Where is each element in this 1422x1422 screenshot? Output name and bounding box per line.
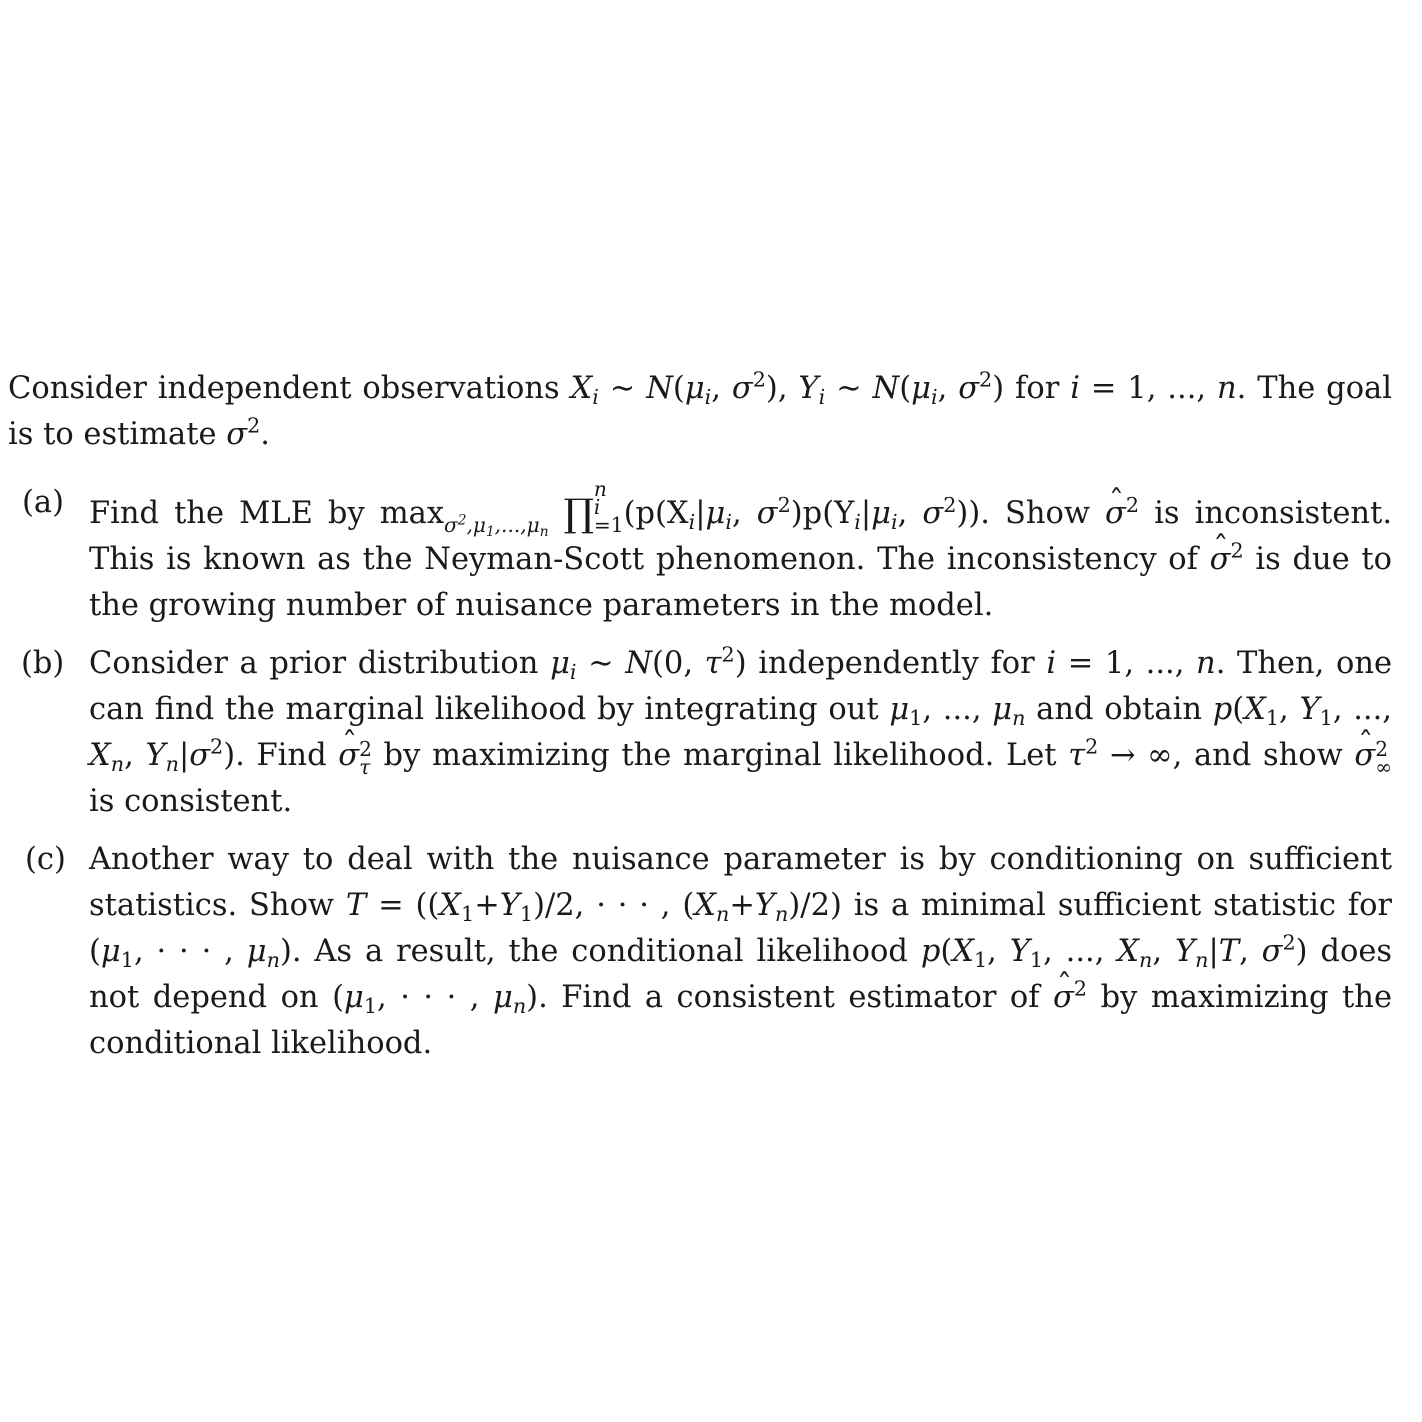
- item-c-text-5: . Find a consistent estimator of: [538, 980, 1054, 1016]
- item-c-text-2: is a minimal sufficient statistic for: [841, 888, 1393, 924]
- item-b-text-7: , and show: [1172, 738, 1355, 774]
- math-max-subscript: $\sigma^2,\mu_1,...,\mu_n$: [444, 512, 549, 541]
- math-marginal-density: p: [1212, 692, 1233, 728]
- item-a-text-4: )). Show: [956, 496, 1106, 532]
- math-sigma-hat-inf: ˆ σ: [1354, 733, 1375, 779]
- item-b-text-3: . Then, one can find the marginal likelihood by integrating out: [89, 646, 1393, 728]
- math-sigma-hat-tau: ˆ σ: [338, 733, 359, 779]
- item-a-text-1: Find the MLE by max: [89, 496, 445, 532]
- item-c-text-3: . As a result, the conditional likelihood: [291, 934, 921, 970]
- item-a: (a) Find the MLE by max $\sigma^2,\mu_1,...,\mu_n$ ∏ n i =1 ($p(X_i|\mu_i$, $\sigma^2)p(Y_i|\mu_i$, $\sigma^2$)). Show ˆ $\sigma^2$ is inconsistent. This is known as the Neyman-Scott phenomenon. The inconsistency of ˆ $\sigma^2$ is due to the growing number of nuisance parameters in the model.: [8, 480, 1392, 629]
- math-sigma-sq: σ: [226, 417, 248, 452]
- math-yi-dist: $Y_i$ ∼ N: [798, 371, 900, 409]
- intro-text-4: .: [260, 417, 270, 452]
- item-b-label: (b): [21, 646, 65, 682]
- problem-document: [8, 366, 1392, 1079]
- intro-text-1: Consider independent observations: [8, 371, 571, 406]
- item-b-text-2: independently for: [746, 646, 1047, 682]
- item-a-text-5: is inconsistent. This is known as the Neyman-Scott phenomenon. The inconsistency of: [89, 496, 1393, 578]
- math-product-limits: n i =1: [593, 477, 624, 538]
- item-c-text-4: does not depend on: [89, 934, 1393, 1016]
- intro-paragraph: Consider independent observations $X_i$ ∼ $N(\mu_i$, $\sigma^2$), $Y_i$ ∼ $N(\mu_i$, $\sigma^2$) for i = 1, ..., n. The goal is to estimate $\sigma^2$.: [8, 367, 1392, 452]
- item-c-label: (c): [25, 842, 66, 878]
- intro-text-2: for: [1004, 371, 1071, 406]
- item-c-text-1: Another way to deal with the nuisance parameter is by conditioning on sufficient statistics. Show: [89, 842, 1392, 924]
- item-b-text-8: is consistent.: [89, 784, 293, 820]
- math-sigma-hat-c: ˆ σ: [1053, 975, 1074, 1021]
- math-xi-dist: $X_i$ ∼ N: [570, 371, 673, 409]
- math-product-symbol: ∏: [563, 491, 594, 536]
- math-mu-prior: $\mu_i$ ∼ N: [550, 646, 653, 684]
- math-index-range: i: [1070, 371, 1080, 406]
- item-b-text-5: . Find: [235, 738, 339, 774]
- intro-text-3: . The goal is to estimate: [8, 371, 1392, 452]
- math-statistic-t: T: [345, 888, 367, 924]
- math-mu-list: μ: [889, 692, 910, 728]
- item-b-text-6: by maximizing the marginal likelihood. Let: [371, 738, 1069, 774]
- item-b: (b) Consider a prior distribution $\mu_i$ ∼ N(0, $\tau^2$) independently for i = 1, ..., n. Then, one can find the marginal likelihood by integrating out $\mu_1$, ..., $\mu_n$ and obtain $p(X_1$, $Y_1$, ..., $X_n$, $Y_n|\sigma^2$). Find ˆ σ 2 τ by maximizing the marginal likelihood. Let $\tau^2$ → ∞, and show ˆ σ 2 ∞ is consistent.: [8, 641, 1392, 825]
- math-sigma-hat-2: ˆ σ: [1210, 537, 1231, 583]
- item-c: (c) Another way to deal with the nuisance parameter is by conditioning on sufficient statistics. Show $T = ((X_1+Y_1)/2$, · · · , $(X_n+Y_n)/2$) is a minimal sufficient statistic for ($\mu_1$, · · · , $\mu_n$). As a result, the conditional likelihood $p(X_1$, $Y_1$, ..., $X_n$, $Y_n|T$, $\sigma^2$) does not depend on ($\mu_1$, · · · , $\mu_n$). Find a consistent estimator of ˆ $\sigma^2$ by maximizing the conditional likelihood.: [8, 837, 1392, 1067]
- math-sigma-hat: ˆ σ: [1105, 491, 1126, 537]
- item-b-text-1: Consider a prior distribution: [89, 646, 551, 682]
- math-tau-limit: τ: [1068, 738, 1086, 774]
- item-c-text-6: by maximizing the conditional likelihood.: [89, 980, 1393, 1062]
- item-a-text-3: )p(Y: [790, 496, 855, 532]
- item-a-label: (a): [22, 485, 64, 520]
- item-a-text-2: (p(X: [623, 496, 689, 532]
- item-b-text-4: and obtain: [1025, 692, 1213, 728]
- math-conditional-density: p: [920, 934, 941, 970]
- item-a-text-6: is due to the growing number of nuisance parameters in the model.: [89, 542, 1392, 624]
